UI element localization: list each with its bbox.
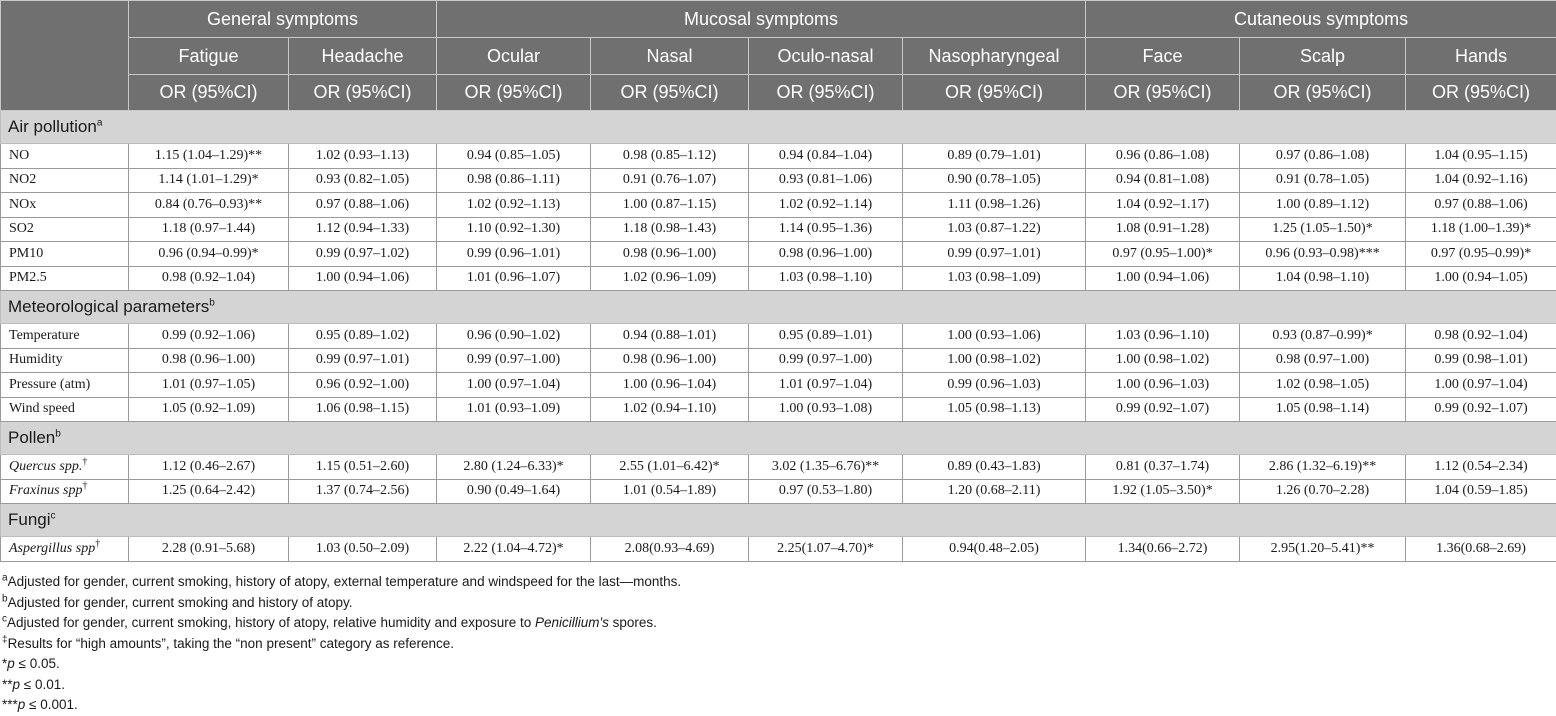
table-cell: 1.00 (0.96–1.04) <box>591 373 749 398</box>
table-cell: 0.97 (0.86–1.08) <box>1240 144 1406 169</box>
row-label <box>1 537 129 562</box>
table-cell: 0.93 (0.81–1.06) <box>749 168 903 193</box>
row-label <box>1 144 129 169</box>
row-label-text: Wind speed <box>9 401 75 416</box>
table-cell: 1.06 (0.98–1.15) <box>289 397 437 422</box>
table-cell: 1.02 (0.93–1.13) <box>289 144 437 169</box>
column-header: Ocular <box>437 38 591 75</box>
footnote <box>0 634 1556 655</box>
table-cell: 0.95 (0.89–1.02) <box>289 324 437 349</box>
table-footnotes <box>0 572 1556 716</box>
table-cell: 3.02 (1.35–6.76)** <box>749 455 903 480</box>
table-row <box>1 479 1556 504</box>
table-cell: 0.97 (0.88–1.06) <box>289 193 437 218</box>
table-cell: 0.98 (0.96–1.00) <box>749 242 903 267</box>
table-cell: 0.99 (0.97–1.00) <box>437 348 591 373</box>
table-cell: 0.91 (0.78–1.05) <box>1240 168 1406 193</box>
table-row <box>1 537 1556 562</box>
table-cell: 1.04 (0.92–1.17) <box>1086 193 1240 218</box>
section-title <box>1 111 1556 144</box>
table-cell: 1.00 (0.94–1.06) <box>289 266 437 291</box>
section-title-text: Pollen <box>8 428 55 447</box>
footnote <box>0 613 1556 634</box>
p-value-symbol: p <box>18 697 26 712</box>
table-cell: 0.84 (0.76–0.93)** <box>129 193 289 218</box>
table-cell: 1.03 (0.98–1.09) <box>903 266 1086 291</box>
row-label <box>1 168 129 193</box>
table-cell: 1.10 (0.92–1.30) <box>437 217 591 242</box>
table-cell: 0.90 (0.78–1.05) <box>903 168 1086 193</box>
table-cell: 0.98 (0.92–1.04) <box>1406 324 1556 349</box>
footnote-marker: c <box>2 614 7 625</box>
table-cell: 1.00 (0.93–1.06) <box>903 324 1086 349</box>
table-cell: 0.90 (0.49–1.64) <box>437 479 591 504</box>
table-cell: 0.99 (0.98–1.01) <box>1406 348 1556 373</box>
column-header: Hands <box>1406 38 1556 75</box>
table-cell: 1.01 (0.97–1.04) <box>749 373 903 398</box>
table-cell: 1.05 (0.98–1.14) <box>1240 397 1406 422</box>
significance-stars: ** <box>2 677 13 692</box>
footnote-text: Adjusted for gender, current smoking and history of atopy. <box>8 595 353 610</box>
table-cell: 1.14 (1.01–1.29)* <box>129 168 289 193</box>
table-cell: 1.03 (0.50–2.09) <box>289 537 437 562</box>
table-cell: 1.01 (0.93–1.09) <box>437 397 591 422</box>
table-cell: 1.00 (0.97–1.04) <box>437 373 591 398</box>
table-cell: 0.99 (0.92–1.06) <box>129 324 289 349</box>
table-cell: 1.15 (1.04–1.29)** <box>129 144 289 169</box>
section-title-text: Meteorological parameters <box>8 297 209 316</box>
footnote-marker: † <box>83 481 88 492</box>
footnote-marker: a <box>2 573 8 584</box>
table-cell: 1.04 (0.95–1.15) <box>1406 144 1556 169</box>
footnote-marker: b <box>209 297 215 308</box>
column-header: Headache <box>289 38 437 75</box>
table-cell: 1.15 (0.51–2.60) <box>289 455 437 480</box>
table-cell: 0.97 (0.53–1.80) <box>749 479 903 504</box>
table-cell: 0.94 (0.88–1.01) <box>591 324 749 349</box>
significance-stars: *** <box>2 697 18 712</box>
footnote-text: ≤ 0.001. <box>25 697 77 712</box>
table-cell: 2.22 (1.04–4.72)* <box>437 537 591 562</box>
column-header: Scalp <box>1240 38 1406 75</box>
table-cell: 0.99 (0.96–1.03) <box>903 373 1086 398</box>
table-cell: 1.92 (1.05–3.50)* <box>1086 479 1240 504</box>
table-cell: 1.25 (1.05–1.50)* <box>1240 217 1406 242</box>
table-cell: 1.00 (0.94–1.06) <box>1086 266 1240 291</box>
table-cell: 0.99 (0.96–1.01) <box>437 242 591 267</box>
table-cell: 0.94 (0.85–1.05) <box>437 144 591 169</box>
table-cell: 1.02 (0.92–1.13) <box>437 193 591 218</box>
footnote-marker: b <box>2 593 8 604</box>
table-row <box>1 193 1556 218</box>
table-cell: 0.97 (0.88–1.06) <box>1406 193 1556 218</box>
table-cell: 2.28 (0.91–5.68) <box>129 537 289 562</box>
table-cell: 1.00 (0.94–1.05) <box>1406 266 1556 291</box>
row-label <box>1 217 129 242</box>
table-cell: 2.25(1.07–4.70)* <box>749 537 903 562</box>
footnote-italic-text: Penicillium's <box>535 615 609 630</box>
column-header: Oculo-nasal <box>749 38 903 75</box>
row-label <box>1 479 129 504</box>
footnote <box>0 654 1556 675</box>
section-row <box>1 291 1556 324</box>
row-label-text: NOx <box>9 197 36 212</box>
table-cell: 1.03 (0.98–1.10) <box>749 266 903 291</box>
p-value-symbol: p <box>7 656 15 671</box>
table-cell: 0.99 (0.97–1.00) <box>749 348 903 373</box>
table-row <box>1 144 1556 169</box>
footnote-text: ≤ 0.01. <box>20 677 65 692</box>
table-cell: 0.99 (0.97–1.01) <box>903 242 1086 267</box>
table-cell: 1.02 (0.98–1.05) <box>1240 373 1406 398</box>
table-cell: 1.00 (0.97–1.04) <box>1406 373 1556 398</box>
table-cell: 0.96 (0.90–1.02) <box>437 324 591 349</box>
footnote <box>0 593 1556 614</box>
table-cell: 1.18 (0.98–1.43) <box>591 217 749 242</box>
table-cell: 0.96 (0.93–0.98)*** <box>1240 242 1406 267</box>
table-cell: 1.04 (0.98–1.10) <box>1240 266 1406 291</box>
table-row <box>1 455 1556 480</box>
table-cell: 1.08 (0.91–1.28) <box>1086 217 1240 242</box>
stat-header: OR (95%CI) <box>437 75 591 111</box>
stat-header: OR (95%CI) <box>903 75 1086 111</box>
table-cell: 1.14 (0.95–1.36) <box>749 217 903 242</box>
table-cell: 0.99 (0.92–1.07) <box>1406 397 1556 422</box>
table-cell: 0.96 (0.94–0.99)* <box>129 242 289 267</box>
section-title <box>1 422 1556 455</box>
row-label <box>1 373 129 398</box>
table-cell: 2.86 (1.32–6.19)** <box>1240 455 1406 480</box>
row-label <box>1 397 129 422</box>
table-cell: 1.34(0.66–2.72) <box>1086 537 1240 562</box>
footnote-marker: † <box>95 538 100 549</box>
section-title-text: Fungi <box>8 510 51 529</box>
table-cell: 0.99 (0.92–1.07) <box>1086 397 1240 422</box>
table-cell: 1.00 (0.89–1.12) <box>1240 193 1406 218</box>
row-label-text: Quercus spp. <box>9 459 82 474</box>
table-cell: 1.04 (0.92–1.16) <box>1406 168 1556 193</box>
table-cell: 0.81 (0.37–1.74) <box>1086 455 1240 480</box>
row-label <box>1 455 129 480</box>
footnote-text: Adjusted for gender, current smoking, history of atopy, external temperature and windspeed for the last—months. <box>8 574 682 589</box>
table-cell: 0.99 (0.97–1.01) <box>289 348 437 373</box>
stat-header: OR (95%CI) <box>1406 75 1556 111</box>
group-general-header: General symptoms <box>129 1 437 38</box>
group-mucosal-header: Mucosal symptoms <box>437 1 1086 38</box>
table-cell: 1.02 (0.92–1.14) <box>749 193 903 218</box>
table-cell: 0.89 (0.79–1.01) <box>903 144 1086 169</box>
table-cell: 0.93 (0.87–0.99)* <box>1240 324 1406 349</box>
section-row <box>1 111 1556 144</box>
table-cell: 1.00 (0.93–1.08) <box>749 397 903 422</box>
table-cell: 1.12 (0.46–2.67) <box>129 455 289 480</box>
significance-stars: * <box>2 656 7 671</box>
row-label-text: Humidity <box>9 352 63 367</box>
table-cell: 0.97 (0.95–0.99)* <box>1406 242 1556 267</box>
footnote-text: ≤ 0.05. <box>15 656 60 671</box>
table-cell: 0.97 (0.95–1.00)* <box>1086 242 1240 267</box>
footnote-marker: a <box>97 117 103 128</box>
row-label <box>1 348 129 373</box>
stat-header: OR (95%CI) <box>591 75 749 111</box>
table-cell: 0.98 (0.96–1.00) <box>591 348 749 373</box>
table-cell: 2.55 (1.01–6.42)* <box>591 455 749 480</box>
table-cell: 1.12 (0.54–2.34) <box>1406 455 1556 480</box>
stat-header: OR (95%CI) <box>1240 75 1406 111</box>
table-row <box>1 373 1556 398</box>
stat-header: OR (95%CI) <box>129 75 289 111</box>
table-cell: 1.05 (0.98–1.13) <box>903 397 1086 422</box>
stat-header: OR (95%CI) <box>1086 75 1240 111</box>
column-header: Nasal <box>591 38 749 75</box>
table-row <box>1 217 1556 242</box>
table-row <box>1 348 1556 373</box>
table-row <box>1 168 1556 193</box>
p-value-symbol: p <box>13 677 21 692</box>
table-cell: 1.00 (0.98–1.02) <box>1086 348 1240 373</box>
table-cell: 2.08(0.93–4.69) <box>591 537 749 562</box>
corner-cell <box>1 1 129 111</box>
table-cell: 1.05 (0.92–1.09) <box>129 397 289 422</box>
table-cell: 1.01 (0.96–1.07) <box>437 266 591 291</box>
table-cell: 1.01 (0.54–1.89) <box>591 479 749 504</box>
stat-header: OR (95%CI) <box>749 75 903 111</box>
section-row <box>1 504 1556 537</box>
table-cell: 1.37 (0.74–2.56) <box>289 479 437 504</box>
row-label-text: PM10 <box>9 246 43 261</box>
footnote <box>0 572 1556 593</box>
column-header: Fatigue <box>129 38 289 75</box>
column-header: Nasopharyngeal <box>903 38 1086 75</box>
footnote-text: Adjusted for gender, current smoking, history of atopy, relative humidity and exposure to <box>7 615 535 630</box>
table-cell: 1.01 (0.97–1.05) <box>129 373 289 398</box>
row-label-text: NO2 <box>9 172 36 187</box>
table-row <box>1 266 1556 291</box>
row-label-text: NO <box>9 148 29 163</box>
table-cell: 0.96 (0.86–1.08) <box>1086 144 1240 169</box>
table-row <box>1 324 1556 349</box>
table-cell: 0.94 (0.84–1.04) <box>749 144 903 169</box>
table-cell: 0.89 (0.43–1.83) <box>903 455 1086 480</box>
section-row <box>1 422 1556 455</box>
table-cell: 1.18 (0.97–1.44) <box>129 217 289 242</box>
table-cell: 0.95 (0.89–1.01) <box>749 324 903 349</box>
table-cell: 1.03 (0.96–1.10) <box>1086 324 1240 349</box>
footnote-marker: c <box>51 510 56 521</box>
section-title <box>1 504 1556 537</box>
row-label <box>1 193 129 218</box>
table-cell: 0.98 (0.85–1.12) <box>591 144 749 169</box>
footnote-text: Results for “high amounts”, taking the “non present” category as reference. <box>8 636 454 651</box>
row-label-text: Aspergillus spp <box>9 541 95 556</box>
table-header <box>1 1 1556 111</box>
table-cell: 0.98 (0.86–1.11) <box>437 168 591 193</box>
footnote <box>0 675 1556 696</box>
table-cell: 0.91 (0.76–1.07) <box>591 168 749 193</box>
row-label <box>1 266 129 291</box>
table-cell: 0.94 (0.81–1.08) <box>1086 168 1240 193</box>
table-cell: 1.04 (0.59–1.85) <box>1406 479 1556 504</box>
table-cell: 1.18 (1.00–1.39)* <box>1406 217 1556 242</box>
table-cell: 1.36(0.68–2.69) <box>1406 537 1556 562</box>
table-body <box>1 111 1556 562</box>
section-title <box>1 291 1556 324</box>
table-cell: 1.11 (0.98–1.26) <box>903 193 1086 218</box>
table-cell: 0.98 (0.96–1.00) <box>129 348 289 373</box>
table-cell: 1.12 (0.94–1.33) <box>289 217 437 242</box>
column-header: Face <box>1086 38 1240 75</box>
footnote-text: spores. <box>609 615 657 630</box>
table-cell: 1.00 (0.96–1.03) <box>1086 373 1240 398</box>
footnote-marker: ‡ <box>2 634 8 645</box>
table-row <box>1 397 1556 422</box>
table-cell: 0.98 (0.92–1.04) <box>129 266 289 291</box>
footnote-marker: † <box>82 456 87 467</box>
row-label-text: PM2.5 <box>9 270 47 285</box>
table-cell: 1.25 (0.64–2.42) <box>129 479 289 504</box>
row-label-text: SO2 <box>9 221 34 236</box>
table-cell: 0.96 (0.92–1.00) <box>289 373 437 398</box>
table-cell: 1.00 (0.98–1.02) <box>903 348 1086 373</box>
table-cell: 1.00 (0.87–1.15) <box>591 193 749 218</box>
table-cell: 1.02 (0.94–1.10) <box>591 397 749 422</box>
table-cell: 0.98 (0.96–1.00) <box>591 242 749 267</box>
table-cell: 1.20 (0.68–2.11) <box>903 479 1086 504</box>
table-cell: 2.80 (1.24–6.33)* <box>437 455 591 480</box>
stat-header: OR (95%CI) <box>289 75 437 111</box>
table-cell: 0.93 (0.82–1.05) <box>289 168 437 193</box>
section-title-text: Air pollution <box>8 117 97 136</box>
row-label-text: Pressure (atm) <box>9 377 90 392</box>
row-label <box>1 242 129 267</box>
row-label-text: Fraxinus spp <box>9 483 83 498</box>
group-cutaneous-header: Cutaneous symptoms <box>1086 1 1556 38</box>
table-cell: 0.99 (0.97–1.02) <box>289 242 437 267</box>
table-row <box>1 242 1556 267</box>
table-cell: 1.26 (0.70–2.28) <box>1240 479 1406 504</box>
table-cell: 0.94(0.48–2.05) <box>903 537 1086 562</box>
row-label <box>1 324 129 349</box>
table-cell: 2.95(1.20–5.41)** <box>1240 537 1406 562</box>
row-label-text: Temperature <box>9 328 80 343</box>
table-cell: 1.02 (0.96–1.09) <box>591 266 749 291</box>
table-cell: 1.03 (0.87–1.22) <box>903 217 1086 242</box>
footnote <box>0 695 1556 716</box>
table-cell: 0.98 (0.97–1.00) <box>1240 348 1406 373</box>
footnote-marker: b <box>55 428 61 439</box>
